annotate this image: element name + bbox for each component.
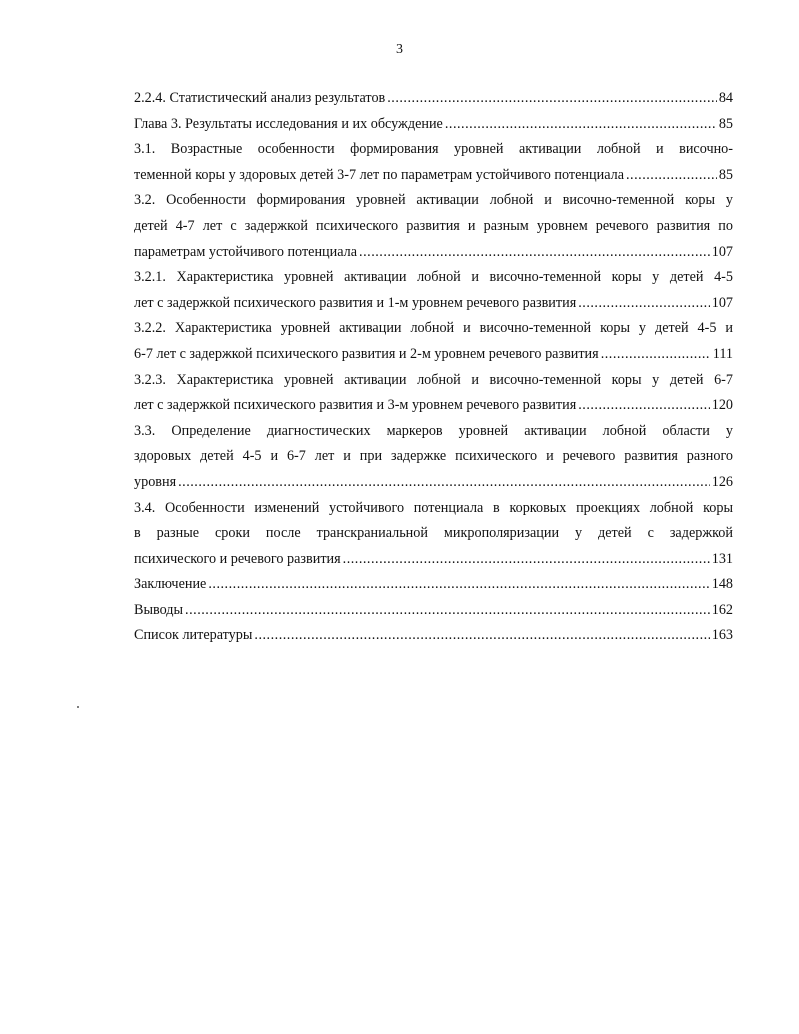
toc-entry	[134, 496, 733, 573]
toc-entry-last-line	[134, 547, 733, 573]
toc-page-number: 163	[711, 627, 733, 644]
toc-page-number: 131	[711, 550, 733, 567]
toc-page-number: 148	[711, 576, 733, 593]
toc-entry	[134, 368, 733, 419]
page-number: 3	[396, 42, 403, 57]
toc-entry-text: 2.2.4. Статистический анализ результатов	[134, 90, 386, 106]
toc-entry-line: 3.2.3. Характеристика уровней активации лобной и височно-теменной коры у детей 6-7	[134, 371, 733, 388]
toc-entry-last-line	[134, 572, 733, 598]
toc-entry-line: 3.4. Особенности изменений устойчивого потенциала в корковых проекциях лобной коры	[134, 499, 733, 516]
toc-dot-leader	[387, 86, 717, 112]
toc-page-number: 162	[711, 601, 733, 618]
toc-dot-leader	[185, 598, 710, 624]
toc-entry-last-line	[134, 112, 733, 138]
toc-page-number: 107	[711, 243, 733, 260]
toc-page-number: 111	[712, 345, 733, 362]
toc-page-number: 85	[718, 166, 733, 183]
toc-entry	[134, 572, 733, 598]
toc-entry	[134, 623, 733, 649]
toc-entry	[134, 316, 733, 367]
toc-entry-text: Заключение	[134, 576, 207, 593]
toc-entry-last-line	[134, 623, 733, 649]
table-of-contents	[134, 86, 733, 649]
toc-entry-line: 3.2.2. Характеристика уровней активации лобной и височно-теменной коры у детей 4-5 и	[134, 320, 733, 337]
toc-entry-text: Глава 3. Результаты исследования и их обсуждение	[134, 115, 443, 132]
toc-entry-text: психического и речевого развития	[134, 550, 341, 567]
toc-entry-line: 3.2.1. Характеристика уровней активации лобной и височно-теменной коры у детей 4-5	[134, 269, 733, 286]
toc-entry-text: Выводы	[134, 601, 184, 618]
toc-entry	[134, 86, 733, 112]
toc-dot-leader	[343, 547, 710, 573]
toc-page-number: 120	[711, 397, 733, 414]
toc-entry-text: лет с задержкой психического развития и 3-м уровнем речевого развития	[134, 397, 577, 414]
toc-entry	[134, 112, 733, 138]
toc-entry-last-line	[134, 240, 733, 266]
toc-entry-last-line	[134, 291, 733, 317]
toc-dot-leader	[254, 623, 709, 649]
toc-page-number: 107	[711, 294, 733, 311]
toc-entry-text: Список литературы	[134, 627, 253, 644]
toc-entry-text: теменной коры у здоровых детей 3-7 лет по параметрам устойчивого потенциала	[134, 166, 624, 183]
toc-entry	[134, 598, 733, 624]
toc-entry	[134, 188, 733, 265]
toc-entry-last-line	[134, 598, 733, 624]
toc-dot-leader	[208, 572, 709, 598]
toc-entry-line: 3.3. Определение диагностических маркеров уровней активации лобной области у	[134, 422, 733, 439]
toc-entry-line: детей 4-7 лет с задержкой психического развития и разным уровнем речевого развития по	[134, 217, 733, 234]
toc-dot-leader	[445, 112, 717, 138]
toc-entry-text: параметрам устойчивого потенциала	[134, 243, 358, 260]
toc-entry-last-line	[134, 86, 733, 112]
toc-dot-leader	[359, 240, 710, 266]
toc-entry-line: в разные сроки после транскраниальной микрополяризации у детей с задержкой	[134, 525, 733, 542]
toc-dot-leader	[626, 163, 717, 189]
toc-entry-text: лет с задержкой психического развития и 1-м уровнем речевого развития	[134, 294, 577, 311]
toc-entry-line: 3.2. Особенности формирования уровней активации лобной и височно-теменной коры у	[134, 192, 733, 209]
toc-dot-leader	[578, 393, 710, 419]
scan-speck	[77, 706, 79, 708]
toc-entry-text: уровня	[134, 473, 177, 490]
toc-page-number: 126	[711, 473, 733, 490]
toc-page-number: 84	[718, 90, 733, 106]
toc-dot-leader	[178, 470, 710, 496]
toc-entry-last-line	[134, 393, 733, 419]
toc-entry-last-line	[134, 163, 733, 189]
toc-dot-leader	[578, 291, 710, 317]
toc-entry-last-line	[134, 470, 733, 496]
toc-entry	[134, 265, 733, 316]
toc-dot-leader	[601, 342, 711, 368]
toc-page-number: 85	[718, 115, 733, 132]
toc-entry-line: здоровых детей 4-5 и 6-7 лет и при задержке психического и речевого развития разного	[134, 448, 733, 465]
toc-entry-text: 6-7 лет с задержкой психического развития и 2-м уровнем речевого развития	[134, 345, 599, 362]
toc-entry	[134, 137, 733, 188]
toc-entry-last-line	[134, 342, 733, 368]
toc-entry-line: 3.1. Возрастные особенности формирования уровней активации лобной и височно-	[134, 141, 733, 158]
toc-entry	[134, 419, 733, 496]
